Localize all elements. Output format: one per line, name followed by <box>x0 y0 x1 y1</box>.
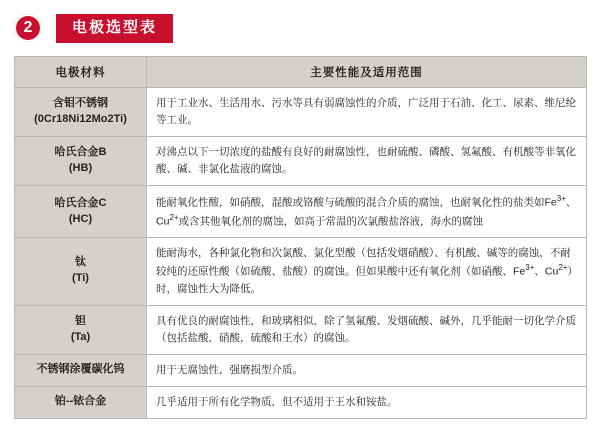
page-title: 电极选型表 <box>56 14 173 43</box>
material-line-1: 钽 <box>75 314 86 327</box>
column-header-description: 主要性能及适用范围 <box>147 57 587 88</box>
cell-description: 能耐氧化性酸，如硝酸，混酸或铬酸与硫酸的混合介质的腐蚀，也耐氧化性的盐类如$Fe^{3+}$、$Cu^{2+}$或含其他氧化剂的腐蚀，如高于常温的次氯酸盐溶液，海水的腐蚀 <box>147 186 587 238</box>
material-line-2: (0Cr18Ni12Mo2Ti) <box>34 113 127 125</box>
material-line-1: 哈氏合金B <box>54 146 107 159</box>
table-row <box>15 354 587 386</box>
material-line-1: 含钼不锈钢 <box>53 97 108 110</box>
cell-description: 用于无腐蚀性，强磨损型介质。 <box>147 354 587 386</box>
cell-description: 对沸点以下一切浓度的盐酸有良好的耐腐蚀性，也耐硫酸、磷酸、氢氟酸、有机酸等非氧化酸、碱、非氯化盐液的腐蚀。 <box>147 137 587 186</box>
table-row <box>15 186 587 238</box>
table-row <box>15 88 587 137</box>
page-header <box>14 12 586 44</box>
column-header-material: 电极材料 <box>15 57 147 88</box>
table-body <box>15 88 587 419</box>
table-row <box>15 238 587 306</box>
electrode-selection-table <box>14 56 587 419</box>
cell-material <box>15 238 147 306</box>
cell-description: 能耐海水，各种氯化物和次氯酸、氯化型酸（包括发烟硝酸）、有机酸、碱等的腐蚀，不耐较纯的还原性酸（如硫酸、盐酸）的腐蚀。但如果酸中还有氧化剂（如硝酸、$Fe^{3+}$、$Cu^{2+}$）时，腐蚀性大为降低。 <box>147 238 587 306</box>
table-row <box>15 386 587 418</box>
material-line-2: (Ti) <box>72 272 89 285</box>
cell-material <box>15 88 147 137</box>
material-line-1: 钛 <box>75 256 86 269</box>
cell-material: 不锈钢涂覆碳化钨 <box>15 354 147 386</box>
cell-description: 具有优良的耐腐蚀性，和玻璃相似，除了氢氟酸、发烟硫酸、碱外，几乎能耐一切化学介质（包括盐酸，硝酸，硫酸和王水）的腐蚀。 <box>147 305 587 354</box>
table-row <box>15 305 587 354</box>
material-line-1: 哈氏合金C <box>54 196 107 209</box>
cell-material <box>15 305 147 354</box>
cell-material <box>15 137 147 186</box>
material-line-2: (Ta) <box>70 330 91 343</box>
cell-material <box>15 186 147 238</box>
material-line-2: (HB) <box>68 162 93 174</box>
cell-material: 铂--铱合金 <box>15 386 147 418</box>
table-header-row <box>15 57 587 88</box>
material-line-2: (HC) <box>68 212 93 225</box>
cell-description: 几乎适用于所有化学物质，但不适用于王水和铵盐。 <box>147 386 587 418</box>
section-number-badge: 2 <box>14 14 42 42</box>
cell-description: 用于工业水、生活用水、污水等具有弱腐蚀性的介质，广泛用于石油、化工、尿素、维尼纶等工业。 <box>147 88 587 137</box>
table-row <box>15 137 587 186</box>
